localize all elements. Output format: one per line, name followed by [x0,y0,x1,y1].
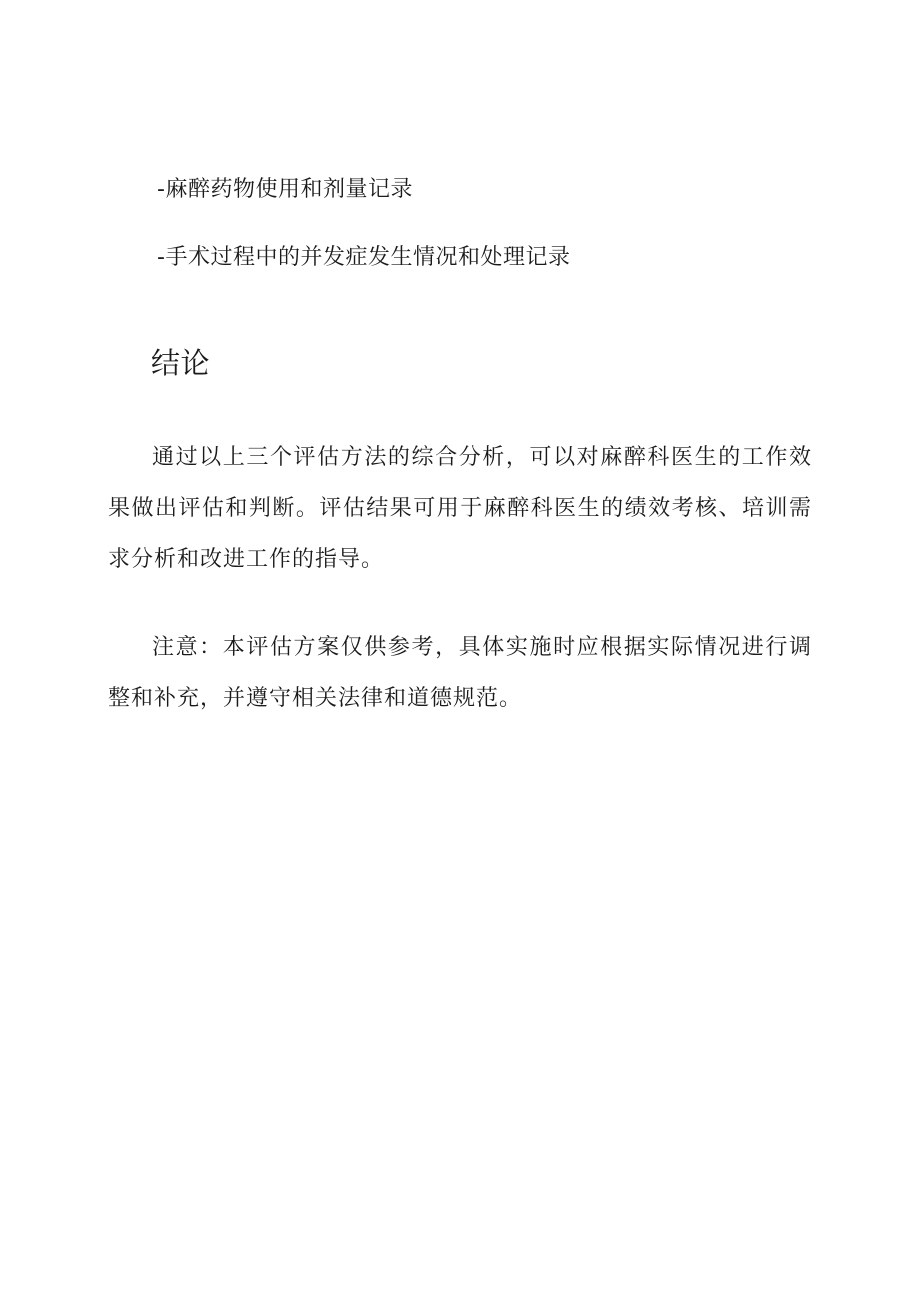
bullet-item-anesthetic-dosage: -麻醉药物使用和剂量记录 [157,177,413,202]
section-heading-conclusion: 结论 [151,346,211,380]
conclusion-paragraph: 通过以上三个评估方法的综合分析，可以对麻醉科医生的工作效果做出评估和判断。评估结果可用于麻醉科医生的绩效考核、培训需求分析和改进工作的指导。 [108,445,812,572]
note-paragraph: 注意：本评估方案仅供参考，具体实施时应根据实际情况进行调整和补充，并遵守相关法律和道德规范。 [108,635,812,711]
bullet-item-complications: -手术过程中的并发症发生情况和处理记录 [157,245,571,270]
